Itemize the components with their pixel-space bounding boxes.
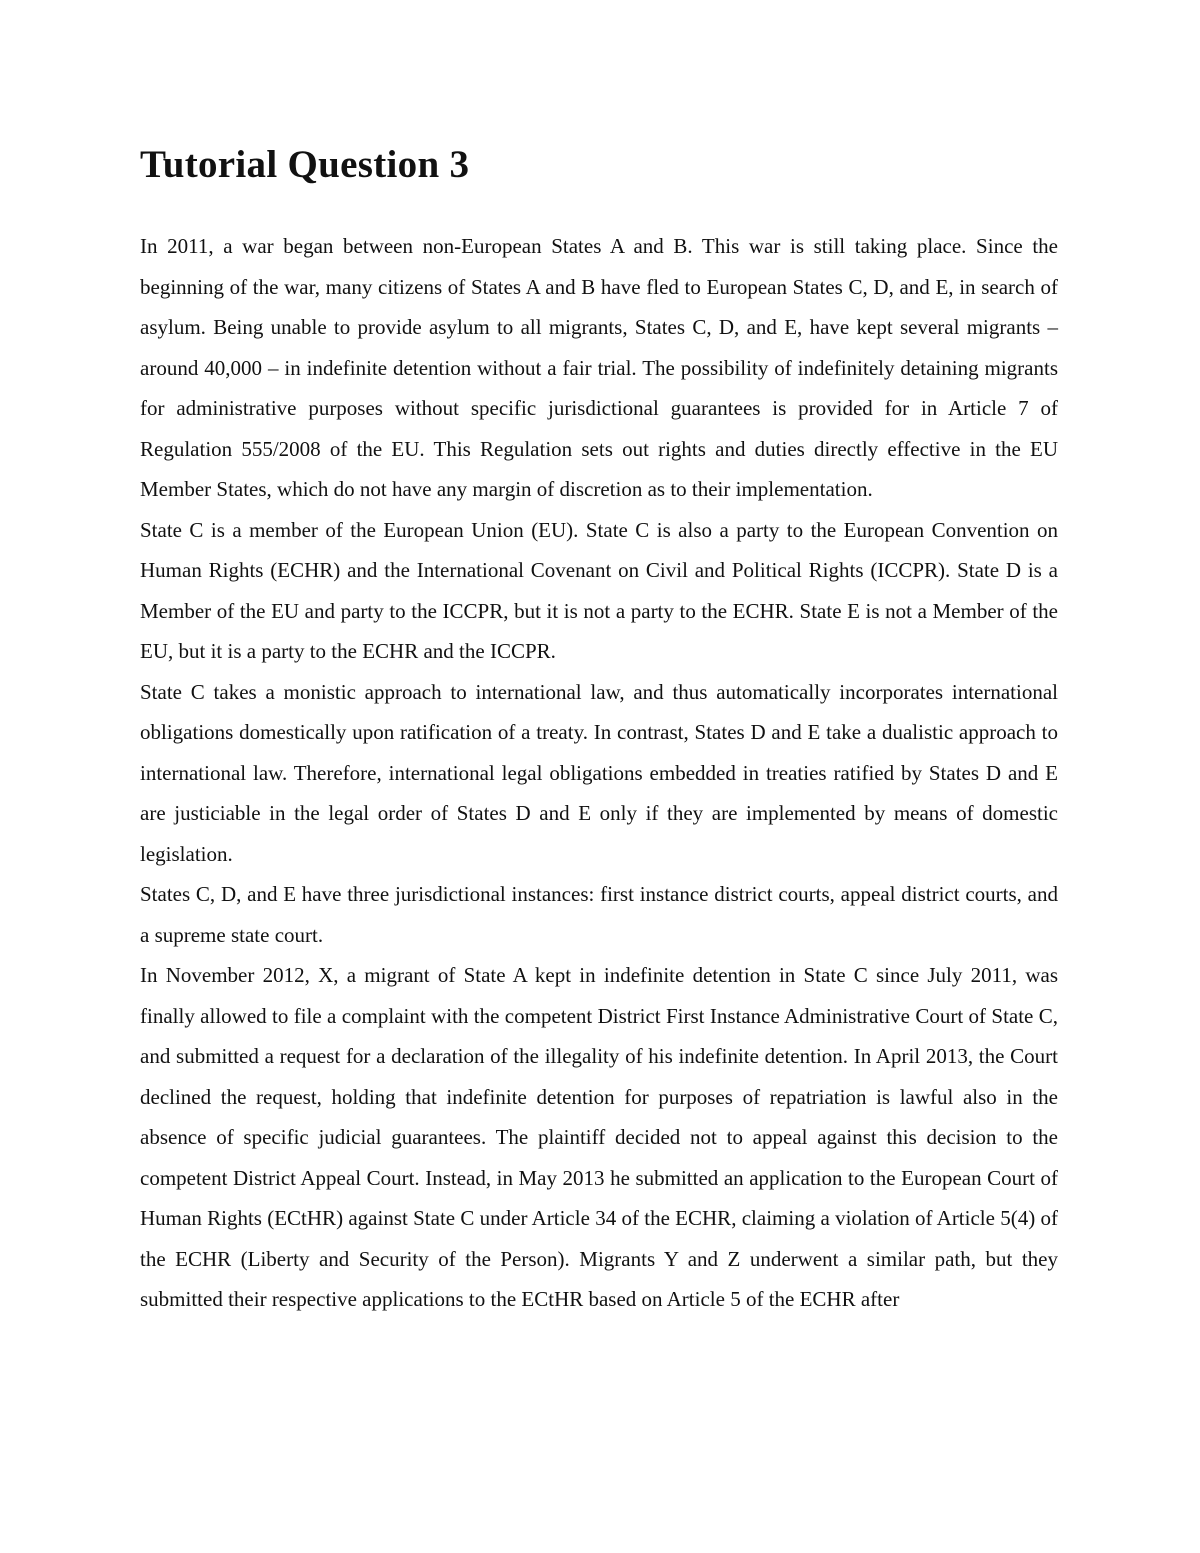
paragraph-court-instances: States C, D, and E have three jurisdictional instances: first instance district courts, appeal district courts, and a supreme state court. xyxy=(140,882,1058,947)
paragraph-state-memberships: State C is a member of the European Union (EU). State C is also a party to the European Convention on Human Rights (ECHR) and the International Covenant on Civil and Political Rights (ICCPR). State D is a Member of the EU and party to the ICCPR, but it is not a party to the ECHR. State E is not a Member of the EU, but it is a party to the ECHR and the ICCPR. xyxy=(140,517,1058,663)
paragraph-background: In 2011, a war began between non-European States A and B. This war is still taking place. Since the beginning of the war, many citizens of States A and B have fled to European States C, D, and E, in search of asylum. Being unable to provide asylum to all migrants, States C, D, and E, have kept several migrants – around 40,000 – in indefinite detention without a fair trial. The possibility of indefinitely detaining migrants for administrative purposes without specific jurisdictional guarantees is provided for in Article 7 of Regulation 555/2008 of the EU. This Regulation sets out rights and duties directly effective in the EU Member States, which do not have any margin of discretion as to their implementation. xyxy=(140,234,1058,501)
document-title: Tutorial Question 3 xyxy=(140,143,470,186)
paragraph-legal-approaches: State C takes a monistic approach to international law, and thus automatically incorporates international obligations domestically upon ratification of a treaty. In contrast, States D and E take a dualistic approach to international law. Therefore, international legal obligations embedded in treaties ratified by States D and E are justiciable in the legal order of States D and E only if they are implemented by means of domestic legislation. xyxy=(140,679,1058,866)
document-page xyxy=(140,130,1058,1320)
paragraph-complaint-history: In November 2012, X, a migrant of State A kept in indefinite detention in State C since July 2011, was finally allowed to file a complaint with the competent District First Instance Administrative Court of State C, and submitted a request for a declaration of the illegality of his indefinite detention. In April 2013, the Court declined the request, holding that indefinite detention for purposes of repatriation is lawful also in the absence of specific judicial guarantees. The plaintiff decided not to appeal against this decision to the competent District Appeal Court. Instead, in May 2013 he submitted an application to the European Court of Human Rights (ECtHR) against State C under Article 34 of the ECHR, claiming a violation of Article 5(4) of the ECHR (Liberty and Security of the Person). Migrants Y and Z underwent a similar path, but they submitted their respective applications to the ECtHR based on Article 5 of the ECHR after xyxy=(140,963,1058,1311)
